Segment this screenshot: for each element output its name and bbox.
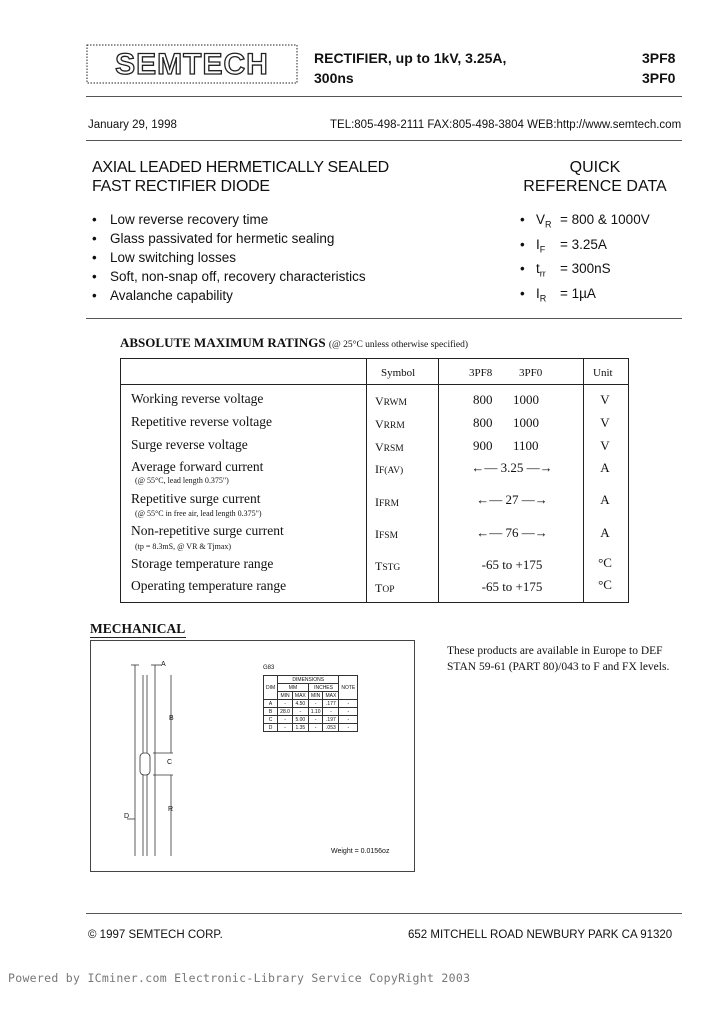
column-divider — [438, 359, 439, 602]
param-label: Repetitive surge current — [131, 491, 261, 506]
value-3pf8: 800 — [473, 415, 493, 430]
diode-outline-drawing — [91, 641, 414, 871]
dim-label: A — [161, 661, 166, 668]
param-condition: (@ 55°C in free air, lead length 0.375") — [135, 509, 262, 518]
feature-item: • Soft, non-snap off, recovery characteristics — [92, 267, 366, 286]
param-symbol: VRWM — [375, 394, 407, 408]
feature-item: • Glass passivated for hermetic sealing — [92, 229, 366, 248]
unit: A — [600, 460, 610, 475]
semtech-logo — [86, 44, 298, 84]
param-symbol: TOP — [375, 581, 395, 595]
dims-group-mm: MM — [278, 684, 309, 692]
value-3pf0: 1000 — [513, 392, 539, 407]
value-both: -65 to +175 — [481, 579, 543, 594]
mechanical-drawing — [90, 640, 415, 872]
copyright: © 1997 SEMTECH CORP. — [88, 929, 223, 941]
column-divider — [366, 359, 367, 602]
part-number-3pf8: 3PF8 — [642, 50, 676, 66]
quick-reference-title-line2: REFERENCE DATA — [523, 178, 667, 195]
column-divider — [583, 359, 584, 602]
footer-rule — [86, 913, 682, 914]
value-both: ←— 76 —→ — [476, 525, 548, 540]
value-both: ←— 3.25 —→ — [471, 460, 553, 475]
param-label: Storage temperature range — [131, 556, 274, 571]
feature-list — [92, 210, 366, 305]
section-rule — [86, 318, 682, 319]
value-both: -65 to +175 — [481, 557, 543, 572]
part-number-3pf0: 3PF0 — [642, 70, 676, 86]
col-header-symbol: Symbol — [381, 367, 416, 379]
quick-reference-title-line1: QUICK — [569, 159, 621, 176]
dimensions-table — [263, 675, 358, 732]
param-symbol: TSTG — [375, 559, 401, 573]
package-code: G83 — [263, 665, 275, 671]
mechanical-title: MECHANICAL — [90, 621, 186, 636]
param-symbol: IFRM — [375, 495, 400, 509]
quick-reference-title — [520, 158, 670, 196]
param-symbol: VRSM — [375, 440, 404, 454]
dim-row: A - 4.50 - .177 - — [264, 700, 358, 708]
weight-note: Weight = 0.0156oz — [331, 848, 390, 855]
quick-ref-item: • $I_R = 1\mu A$ — [520, 284, 650, 309]
dim-label: D — [124, 813, 130, 820]
dim-header: MAX — [323, 692, 339, 700]
quick-ref-item: • $I_F = 3.25A$ — [520, 235, 650, 260]
dim-header: MIN — [308, 692, 323, 700]
address: 652 MITCHELL ROAD NEWBURY PARK CA 91320 — [408, 929, 673, 941]
quick-ref-item: • $t_{rr} = 300nS$ — [520, 259, 650, 284]
unit: A — [600, 492, 610, 507]
product-title-line1: AXIAL LEADED HERMETICALLY SEALED — [92, 159, 389, 176]
ratings-heading — [120, 335, 468, 351]
header-rule — [86, 96, 682, 97]
dim-header: MAX — [292, 692, 308, 700]
unit: A — [600, 525, 610, 540]
dim-label: R — [168, 806, 174, 813]
param-symbol: IFSM — [375, 527, 399, 541]
param-label: Non-repetitive surge current — [131, 523, 284, 538]
quick-reference-list — [520, 210, 650, 309]
dim-row: C - 5.00 - .197 - — [264, 716, 358, 724]
feature-item: • Low reverse recovery time — [92, 210, 366, 229]
unit: V — [600, 438, 610, 453]
ratings-table — [120, 358, 629, 603]
param-label: Surge reverse voltage — [131, 437, 248, 452]
param-label: Operating temperature range — [131, 578, 287, 593]
unit: V — [600, 392, 610, 407]
document-date: January 29, 1998 — [88, 119, 177, 131]
dim-header: DIM — [264, 676, 278, 700]
value-3pf8: 800 — [473, 392, 493, 407]
col-header-3pf8: 3PF8 — [469, 367, 493, 379]
unit: V — [600, 415, 610, 430]
param-label: Working reverse voltage — [131, 391, 264, 406]
header-part-numbers — [642, 48, 675, 88]
header-title — [314, 48, 506, 88]
dim-header: NOTE — [339, 676, 358, 700]
logo-text: SEMTECH — [115, 48, 269, 81]
ratings-heading-title: ABSOLUTE MAXIMUM RATINGS — [120, 335, 326, 350]
dim-row: B 28.0 - 1.10 - - — [264, 708, 358, 716]
availability-note: These products are available in Europe to DEF STAN 59-61 (PART 80)/043 to F and FX levels. — [447, 645, 670, 673]
dim-label: B — [169, 715, 174, 722]
dim-row: D - 1.35 - .053 - — [264, 724, 358, 732]
quick-ref-item: • $V_R = 800$ & 1000V — [520, 210, 650, 235]
dim-label: C — [167, 759, 173, 766]
header-title-line1: RECTIFIER, up to 1kV, 3.25A, — [314, 50, 507, 66]
col-header-unit: Unit — [593, 367, 613, 379]
powered-by-watermark: Powered by ICminer.com Electronic-Library Service CopyRight 2003 — [8, 971, 471, 985]
param-condition: (@ 55°C, lead length 0.375") — [135, 476, 229, 485]
contact-rule — [86, 140, 682, 141]
dim-header: MIN — [278, 692, 293, 700]
param-label: Repetitive reverse voltage — [131, 414, 272, 429]
unit: °C — [598, 577, 612, 592]
param-symbol: VRRM — [375, 417, 405, 431]
product-title-line2: FAST RECTIFIER DIODE — [92, 178, 270, 195]
ratings-heading-note: (@ 25°C unless otherwise specified) — [328, 340, 469, 350]
col-header-3pf0: 3PF0 — [519, 367, 543, 379]
param-label: Average forward current — [131, 459, 264, 474]
unit: °C — [598, 555, 612, 570]
dims-title: DIMENSIONS — [278, 676, 339, 684]
feature-item: • Avalanche capability — [92, 286, 366, 305]
value-3pf0: 1100 — [513, 438, 539, 453]
value-3pf8: 900 — [473, 438, 493, 453]
value-both: ←— 27 —→ — [476, 492, 548, 507]
mechanical-underline — [90, 637, 186, 638]
contact-info: TEL:805-498-2111 FAX:805-498-3804 WEB:http://www.semtech.com — [330, 119, 682, 131]
dims-group-inches: INCHES — [308, 684, 339, 692]
param-symbol: IF(AV) — [375, 462, 404, 476]
header-divider — [121, 384, 628, 385]
header-title-line2: 300ns — [314, 70, 354, 86]
product-title — [92, 158, 389, 196]
param-condition: (tp = 8.3mS, @ VR & Tjmax) — [135, 542, 232, 551]
value-3pf0: 1000 — [513, 415, 539, 430]
feature-item: • Low switching losses — [92, 248, 366, 267]
